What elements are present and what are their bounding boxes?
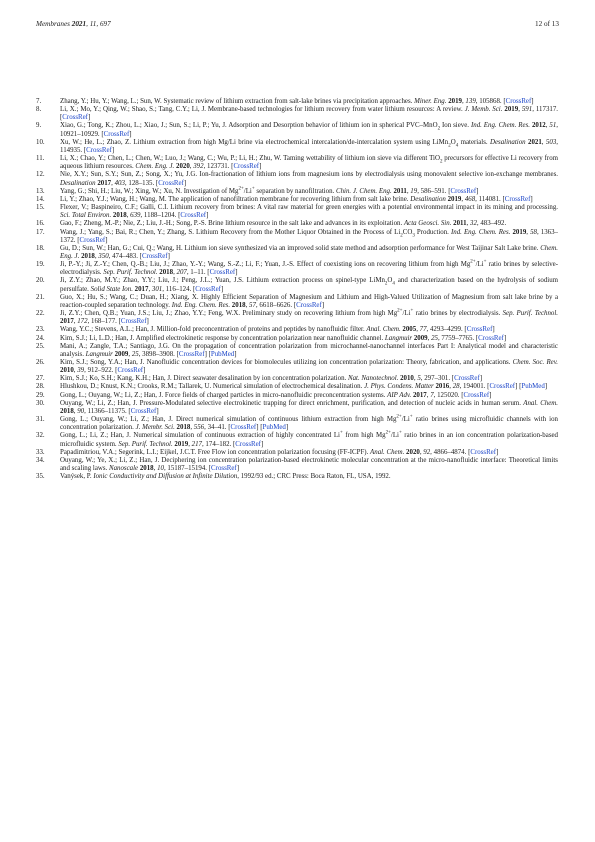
crossref-link[interactable]: CrossRef — [141, 252, 168, 260]
crossref-link[interactable]: CrossRef — [230, 424, 257, 432]
crossref-link[interactable]: CrossRef — [489, 383, 516, 391]
crossref-link[interactable]: CrossRef — [130, 407, 157, 415]
reference-item: 27. Kim, S.J.; Ko, S.H.; Kang, K.H.; Han, J. Direct seawater desalination by ion concentration polarization. Nat. Nanotechnol. 2010, 5, 297–301. [CrossRef] — [36, 375, 483, 383]
reference-item: 22. Ji, Z.Y.; Chen, Q.B.; Yuan, J.S.; Liu, J.; Zhao, Y.Y.; Feng, W.X. Preliminary study on recovering lithium from high $Mg^{2+}/Li^+$ ratio brines by electrodialysis. Sep. Purif. Technol. 2017, 172, 168–177. [CrossRef] — [36, 308, 558, 326]
reference-item: 8. Li, X.; Mo, Y.; Qing, W.; Shao, S.; Tang, C.Y.; Li, J. Membrane-based technologies for lithium recovery from water lithium resources: A review. J. Memb. Sci. 2019, 591, 117317. [CrossRef] — [36, 106, 559, 122]
crossref-link[interactable]: CrossRef — [233, 163, 260, 171]
reference-item: 21. Guo, X.; Hu, S.; Wang, C.; Duan, H.; Xiang, X. Highly Efficient Separation of Magnesium and Lithium and High-Valued Utilization of Magnesium from salt lake brine by a reaction-coupled separation technology. Ind. Eng. Chem. Res. 2018, 57, 6618–6626. [CrossRef] — [36, 293, 558, 309]
reference-item: 24. Kim, S.J.; Li, L.D.; Han, J. Amplified electrokinetic response by concentration polarization near nanofluidic channel. Langmuir 2009, 25, 7759–7765. [CrossRef] — [36, 334, 507, 342]
reference-item: 35. Vanýsek, P. Ionic Conductivity and Diffusion at Infinite Dilution, 1992/93 ed.; CRC Press: Boca Raton, FL, USA, 1992. — [36, 473, 391, 481]
reference-item: 26. Kim, S.J.; Song, Y.A.; Han, J. Nanofluidic concentration devices for biomolecules utilizing ion concentration polarization: Theory, fabrication, and applications. Chem. Soc. Rev. 2010, 39, 912–922. [CrossRef] — [36, 359, 559, 375]
reference-item: 13. Yang, G.; Shi, H.; Liu, W.; Xing, W.; Xu, N. Investigation of $Mg^{2+}/Li^+$ separation by nanofiltration. Chin. J. Chem. Eng. 2011, 19, 586–591. [CrossRef] — [36, 186, 479, 195]
crossref-link[interactable]: CrossRef — [117, 367, 144, 375]
crossref-link[interactable]: CrossRef — [296, 301, 322, 309]
crossref-link[interactable]: CrossRef — [62, 114, 88, 122]
reference-item: 14. Li, Y.; Zhao, Y.J.; Wang, H.; Wang, M. The application of nanofiltration membrane for recovering lithium from salt lake brine. Desalination 2019, 468, 114081. [CrossRef] — [36, 195, 533, 203]
crossref-link[interactable]: CrossRef — [470, 448, 497, 456]
reference-item: 31. Gong, L.; Ouyang, W.; Li, Z.; Han, J. Direct numerical simulation of continuous lithium extraction from high $Mg^{2+}/Li^+$ ratio brines using microfluidic channels with ion concentration polarization. J. Membr. Sci. 2018, 556, 34–41. [CrossRef] [PubMed] — [36, 414, 558, 432]
running-header — [36, 20, 559, 32]
crossref-link[interactable]: CrossRef — [235, 440, 261, 448]
reference-item: 28. Hlushkou, D.; Knust, K.N.; Crooks, R.M.; Tallarek, U. Numerical simulation of electrochemical desalination. J. Phys. Condens. Matter 2016, 28, 194001. [CrossRef] [PubMed] — [36, 383, 548, 391]
crossref-link[interactable]: CrossRef — [478, 334, 504, 342]
reference-item: 18. Gu, D.; Sun, W.; Han, G.; Cui, Q.; Wang, H. Lithium ion sieve synthesized via an improved solid state method and adsorption performance for West Taijinar Salt Lake brine. Chem. Eng. J. 2018, 350, 474–483. [CrossRef] — [36, 244, 558, 260]
crossref-link[interactable]: CrossRef — [103, 130, 130, 138]
crossref-link[interactable]: CrossRef — [178, 350, 205, 358]
reference-item: 7. Zhang, Y.; Hu, Y.; Wang, L.; Sun, W. Systematic review of lithium extraction from salt-lake brines via precipitation approaches. Miner. Eng. 2019, 139, 105868. [CrossRef] — [36, 98, 534, 105]
page-number: 12 of 13 — [535, 20, 559, 28]
reference-item: 9. Xiao, G.; Tong, K.; Zhou, L.; Xiao, J.; Sun, S.; Li, P.; Yu, J. Adsorption and Desorption behavior of lithium ion in spherical PVC–MnO$_2$ Ion sieve. Ind. Eng. Chem. Res. 2012, 51, 10921–10929. [CrossRef] — [36, 122, 559, 138]
crossref-link[interactable]: CrossRef — [450, 187, 477, 195]
crossref-link[interactable]: CrossRef — [211, 465, 237, 473]
reference-list — [36, 98, 558, 481]
crossref-link[interactable]: CrossRef — [504, 195, 531, 203]
reference-item: 23. Wang, Y.C.; Stevens, A.L.; Han, J. Million-fold preconcentration of proteins and peptides by nanofluidic filter. Anal. Chem. 2005, 77, 4293–4299. [CrossRef] — [36, 326, 495, 334]
reference-item: 16. Gao, F.; Zheng, M.-P.; Nie, Z.; Liu, J.-H.; Song, P.-S. Brine lithium resource in the salt lake and advances in its exploitation. Acta Geosci. Sin. 2011, 32, 483–492. — [36, 220, 507, 228]
pubmed-link[interactable]: PubMed — [210, 350, 235, 358]
crossref-link[interactable]: CrossRef — [86, 146, 112, 154]
crossref-link[interactable]: CrossRef — [120, 318, 147, 326]
reference-item: 33. Papadimitriou, V.A.; Segerink, L.I.; Eijkel, J.C.T. Free Flow ion concentration polarization focusing (FF-ICPF). Anal. Chem. 2020, 92, 4866–4874. [CrossRef] — [36, 448, 499, 456]
reference-item: 11. Li, X.; Chao, Y.; Chen, L.; Chen, W.; Luo, J.; Wang, C.; Wu, P.; Li, H.; Zhu, W. Taming wettability of lithium ion sieve via different TiO$_2$ precursors for effective Li recovery from aqueous lithium resources. Chem. Eng. J. 2020, 392, 123731. [CrossRef] — [36, 155, 559, 171]
crossref-link[interactable]: CrossRef — [158, 179, 184, 187]
reference-item: 25. Mani, A.; Zangle, T.A.; Santiago, J.G. On the propagation of concentration polarization from microchannel-nanochannel interfaces Part I: Analytical model and characteristic analysis. Langmuir 2009, 25, 3898–3908. [CrossRef] [PubMed] — [36, 342, 558, 358]
reference-item: 15. Flexer, V.; Baspineiro, C.F.; Galli, C.I. Lithium recovery from brines: A vital raw material for green energies with a potential environmental impact in its mining and processing. Sci. Total Environ. 2018, 639, 1188–1204. [CrossRef] — [36, 204, 558, 220]
pubmed-link[interactable]: PubMed — [262, 424, 286, 432]
reference-item: 29. Gong, L.; Ouyang, W.; Li, Z.; Han, J. Force fields of charged particles in micro-nanofluidic preconcentration systems. AIP Adv. 2017, 7, 125020. [CrossRef] — [36, 391, 492, 399]
crossref-link[interactable]: CrossRef — [454, 375, 480, 383]
journal-citation: Membranes 2021, 11, 697 — [36, 20, 111, 28]
crossref-link[interactable]: CrossRef — [209, 269, 236, 277]
reference-item: 32. Gong, L.; Li, Z.; Han, J. Numerical simulation of continuous extraction of highly concentrated Li+ from high $Mg^{2+}/Li^+$ ratio brines in an ion concentration polarization-based microfluidic system. Sep. Purif. Technol. 2019, 217, 174–182. [CrossRef] — [36, 431, 558, 448]
reference-item: 34. Ouyang, W.; Ye, X.; Li, Z.; Han, J. Deciphering ion concentration polarization-based electrokinetic molecular concentration at the micro-nanofluidic interface: Theoretical limits and scaling laws. Nanoscale 2018, 10, 15187–15194. [CrossRef] — [36, 456, 558, 473]
crossref-link[interactable]: CrossRef — [505, 98, 532, 105]
crossref-link[interactable]: CrossRef — [79, 236, 106, 244]
reference-item: 20. Ji, Z.Y.; Zhao, M.Y.; Zhao, Y.Y.; Liu, J.; Peng, J.L.; Yuan, J.S. Lithium extraction process on spinel-type $LiMn_2O_4$ and characterization based on the hydrolysis of sodium persulfate. Solid State Ion. 2017, 301, 116–124. [CrossRef] — [36, 277, 559, 293]
reference-item: 30. Ouyang, W.; Li, Z.; Han, J. Pressure-Modulated selective electrokinetic trapping for direct enrichment, purification, and detection of nucleic acids in human serum. Anal. Chem. 2018, 90, 11366–11375. [CrossRef] — [36, 399, 558, 415]
reference-item: 17. Wang, J.; Yang, S.; Bai, R.; Chen, Y.; Zhang, S. Lithium Recovery from the Mother Liquor Obtained in the Process of $Li_2CO_3$ Production. Ind. Eng. Chem. Res. 2019, 58, 1363–1372. [CrossRef] — [36, 228, 558, 244]
pubmed-link[interactable]: PubMed — [521, 383, 545, 391]
reference-item: 12. Nie, X.Y.; Sun, S.Y.; Sun, Z.; Song, X.; Yu, J.G. Ion-fractionation of lithium ions from magnesium ions by electrodialysis using monovalent selective ion-exchange membranes. Desalination 2017, 403, 128–135. [CrossRef] — [36, 171, 558, 187]
crossref-link[interactable]: CrossRef — [466, 326, 493, 334]
crossref-link[interactable]: CrossRef — [180, 212, 207, 220]
crossref-link[interactable]: CrossRef — [195, 285, 221, 293]
reference-item: 10. Xu, W.; He, L.; Zhao, Z. Lithium extraction from high Mg/Li brine via electrochemical intercalation/de-intercalation system using $LiMn_2O_4$ materials. Desalination 2021, 503, 114935. [CrossRef] — [36, 138, 558, 154]
crossref-link[interactable]: CrossRef — [463, 391, 490, 399]
reference-item: 19. Ji, P.-Y.; Ji, Z.-Y.; Chen, Q.-B.; Liu, J.; Zhao, Y.-Y.; Wang, S.-Z.; Li, F.; Yuan, J.-S. Effect of coexisting ions on recovering lithium from high $Mg^{2+}/Li^+$ ratio brines by selective-electrodialysis. Sep. Purif. Technol. 2018, 207, 1–11. [CrossRef] — [36, 259, 558, 277]
